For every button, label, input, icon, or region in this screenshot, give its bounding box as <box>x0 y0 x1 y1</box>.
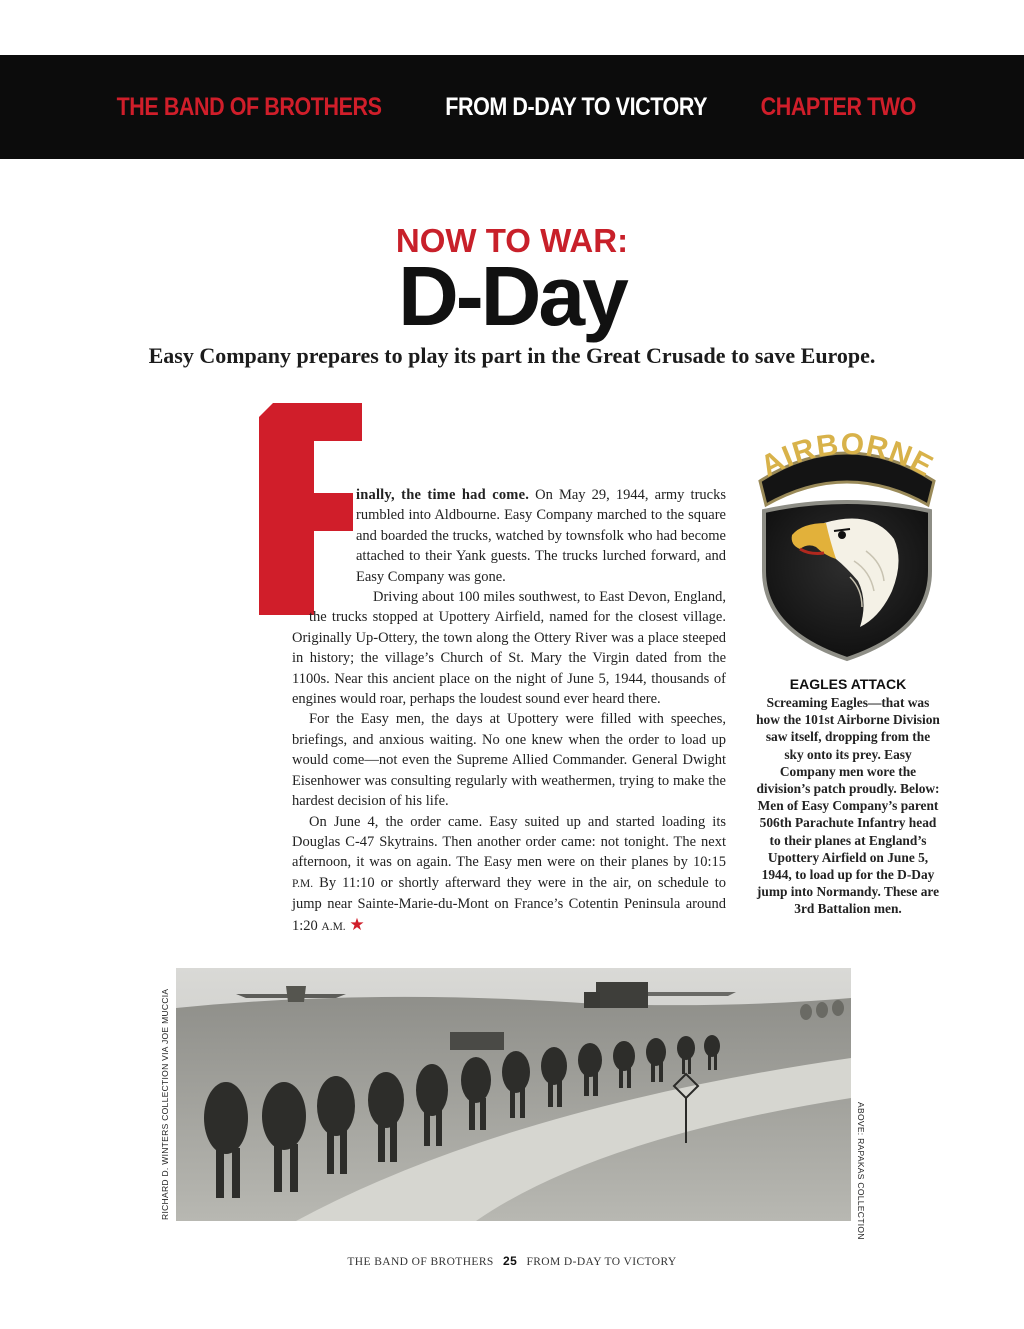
airborne-patch-image <box>754 431 940 663</box>
article-dek: Easy Company prepares to play its part in the Great Crusade to save Europe. <box>148 343 876 368</box>
lead-in: inally, the time had come. <box>356 487 530 503</box>
end-mark-star-icon: ★ <box>349 914 365 934</box>
page-footer <box>0 1254 1024 1268</box>
paragraph-4: On June 4, the order came. Easy suited up and started loading its Douglas C-47 Skytrains. Then another order came: not tonight. The next afternoon, it was on again. The Easy men were on their planes by 10:15 P.M. By 11:10 or shortly afterward they were in the air, on schedule to jump near Sainte-Marie-du-Mont on France’s Cotentin Peninsula around 1:20 A.M. ★ <box>292 813 726 934</box>
footer-series-title: THE BAND OF BROTHERS <box>347 1256 494 1268</box>
paratroopers-marching-photo <box>176 968 851 1221</box>
banner-book-title: FROM D-DAY TO VICTORY <box>444 92 707 121</box>
patch-tab-text: AIRBORNE <box>755 431 939 484</box>
chapter-banner <box>0 55 1024 159</box>
photo-credit-left: RICHARD D. WINTERS COLLECTION VIA JOE MUCCIA <box>160 988 170 1220</box>
article-kicker: NOW TO WAR: <box>395 222 629 259</box>
paragraph-1: inally, the time had come. On May 29, 1944, army trucks rumbled into Aldbourne. Easy Company marched to the square and boarded the trucks, watched by townsfolk who had become attached to their Yank guests. The trucks lurched forward, and Easy Company was gone. <box>356 487 726 585</box>
paragraph-2: Driving about 100 miles southwest, to East Devon, England, the trucks stopped at Upottery Airfield, named for the closest village. Originally Up-Ottery, the town along the Ottery River was a place steeped in history; the village’s Church of St. Mary the Virgin dated from the 1100s. Near this ancient place on the night of June 5, 1944, thousands of engines would roar, perhaps the loudest sound ever heard there. <box>292 589 726 708</box>
article-body <box>292 485 726 937</box>
page-number: 25 <box>503 1254 518 1268</box>
article-title: D-Day <box>398 249 626 343</box>
caption-text: Screaming Eagles—that was how the 101st Airborne Division saw itself, dropping from the sky onto its prey. Easy Company men wore the division’s patch proudly. Below: Men of Easy Company’s parent 506th Parachute Infantry head to their planes at England’s Upottery Airfield on June 5, 1944, to load up for the D-Day jump into Normandy. These are 3rd Battalion men. <box>756 695 940 917</box>
banner-chapter-label: CHAPTER TWO <box>760 92 916 121</box>
banner-series-title: THE BAND OF BROTHERS <box>117 92 382 121</box>
footer-book-title: FROM D-DAY TO VICTORY <box>526 1256 677 1268</box>
caption-title: EAGLES ATTACK <box>789 676 907 692</box>
photo-credit-right: ABOVE: RAPAKAS COLLECTION <box>856 1102 866 1240</box>
paragraph-3: For the Easy men, the days at Upottery were filled with speeches, briefings, and anxious waiting. No one knew when the order to load up would come—not even the Supreme Allied Commander. General Dwight Eisenhower was consulting regularly with weathermen, trying to make the hardest decision of his life. <box>292 711 726 810</box>
